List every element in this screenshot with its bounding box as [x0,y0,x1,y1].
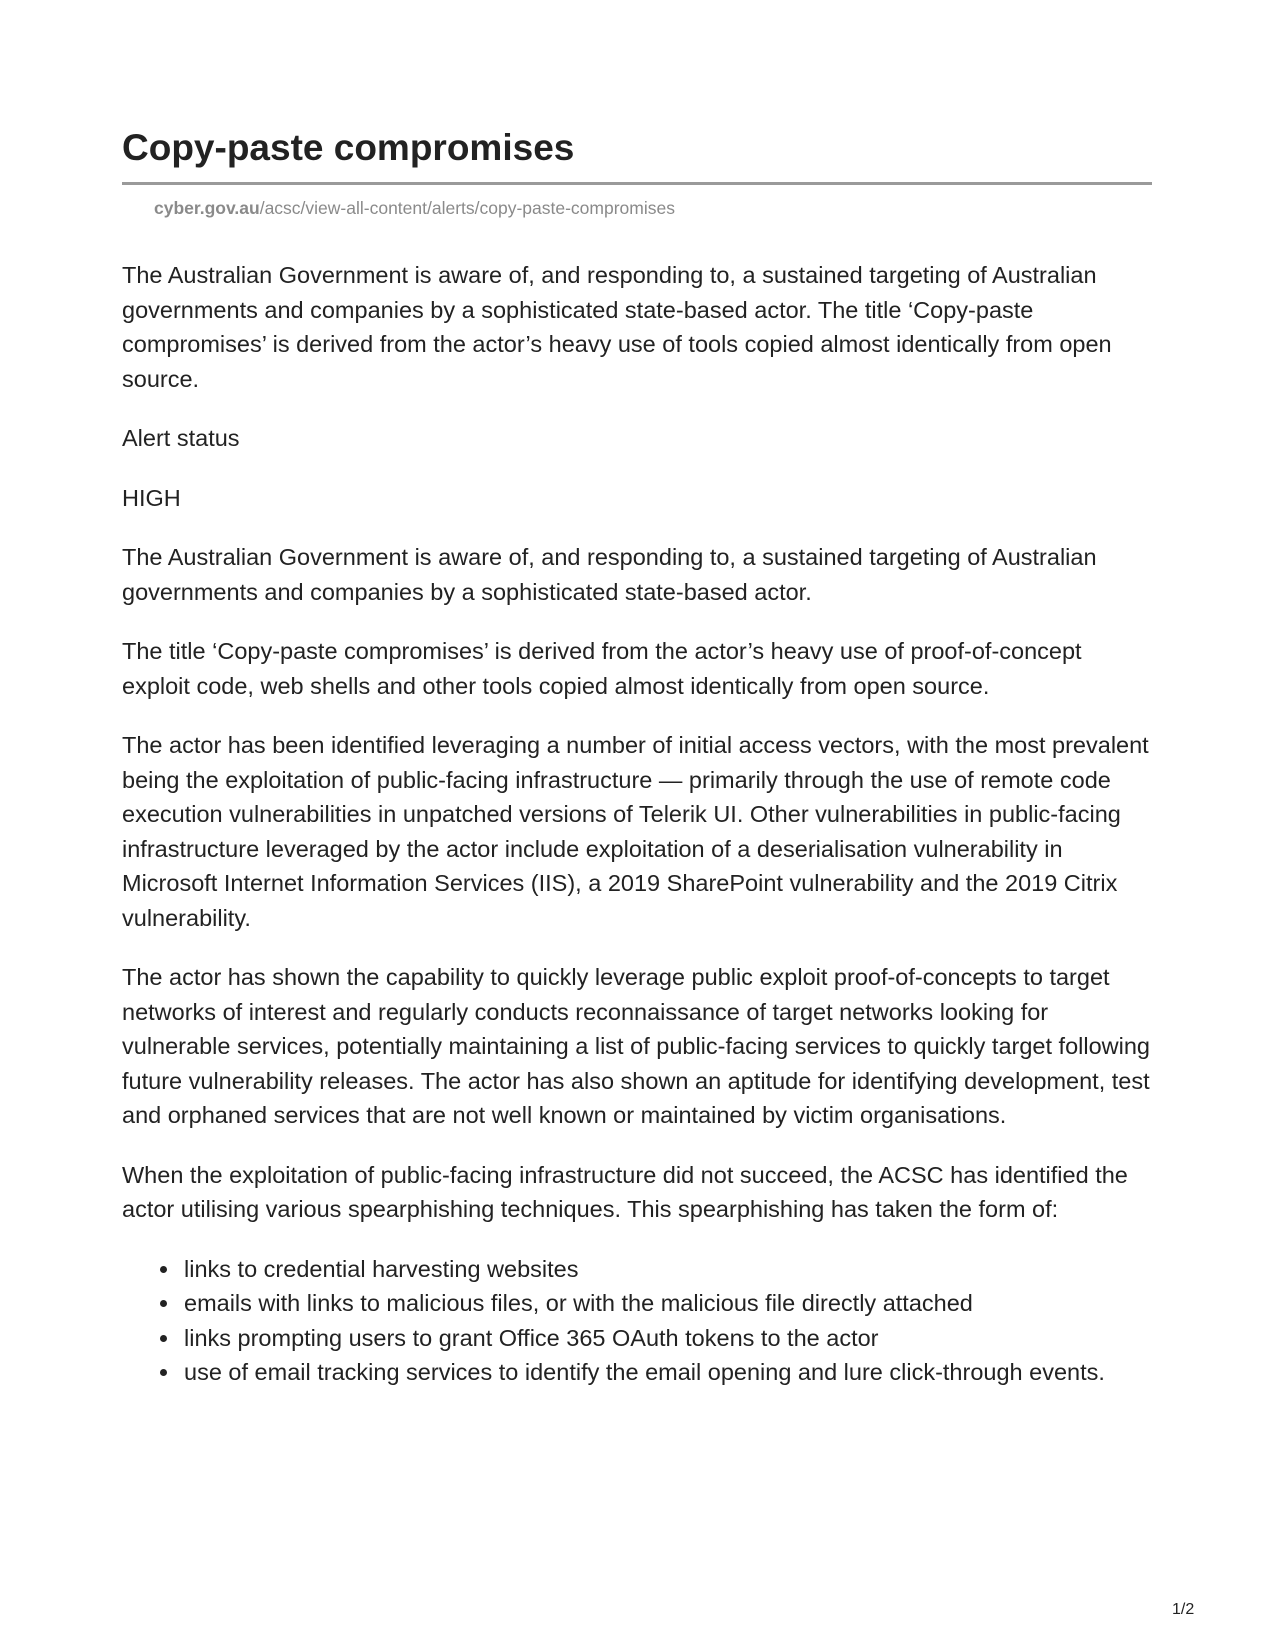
list-item: emails with links to malicious files, or with the malicious file directly attached [184,1286,1152,1321]
source-url-domain[interactable]: cyber.gov.au [154,198,260,218]
list-item: use of email tracking services to identify the email opening and lure click-through events. [184,1355,1152,1390]
paragraph: The actor has shown the capability to quickly leverage public exploit proof-of-concepts to target networks of interest and regularly conducts reconnaissance of target networks looking for vulnerable services, potentially maintaining a list of public-facing services to quickly target following future vulnerability releases. The actor has also shown an aptitude for identifying development, test and orphaned services that are not well known or maintained by victim organisations. [122,964,1150,1128]
source-url[interactable] [154,196,675,220]
intro-paragraph: The Australian Government is aware of, and responding to, a sustained targeting of Australian governments and companies by a sophisticated state-based actor. The title ‘Copy-paste compromises’ is derived from the actor’s heavy use of tools copied almost identically from open source. [122,262,1112,392]
title-divider [122,182,1152,185]
article-body [122,258,1152,1390]
alert-status-label: Alert status [122,425,240,451]
paragraph: When the exploitation of public-facing infrastructure did not succeed, the ACSC has identified the actor utilising various spearphishing techniques. This spearphishing has taken the form of: [122,1161,1128,1222]
paragraph: The actor has been identified leveraging a number of initial access vectors, with the most prevalent being the exploitation of public-facing infrastructure — primarily through the use of remote code execution vulnerabilities in unpatched versions of Telerik UI. Other vulnerabilities in public-facing infrastructure leveraged by the actor include exploitation of a deserialisation vulnerability in Microsoft Internet Information Services (IIS), a 2019 SharePoint vulnerability and the 2019 Citrix vulnerability. [122,732,1149,931]
spearphishing-list [122,1252,1152,1390]
page-number: 1/2 [1172,1601,1195,1618]
page-title: Copy-paste compromises [122,127,575,168]
paragraph: The Australian Government is aware of, and responding to, a sustained targeting of Australian governments and companies by a sophisticated state-based actor. [122,544,1097,605]
list-item: links prompting users to grant Office 365 OAuth tokens to the actor [184,1321,1152,1356]
alert-status-value: HIGH [122,484,181,511]
source-url-path[interactable]: /acsc/view-all-content/alerts/copy-paste-compromises [259,198,675,218]
paragraph: The title ‘Copy-paste compromises’ is derived from the actor’s heavy use of proof-of-concept exploit code, web shells and other tools copied almost identically from open source. [122,638,1082,699]
list-item: links to credential harvesting websites [184,1252,1152,1287]
